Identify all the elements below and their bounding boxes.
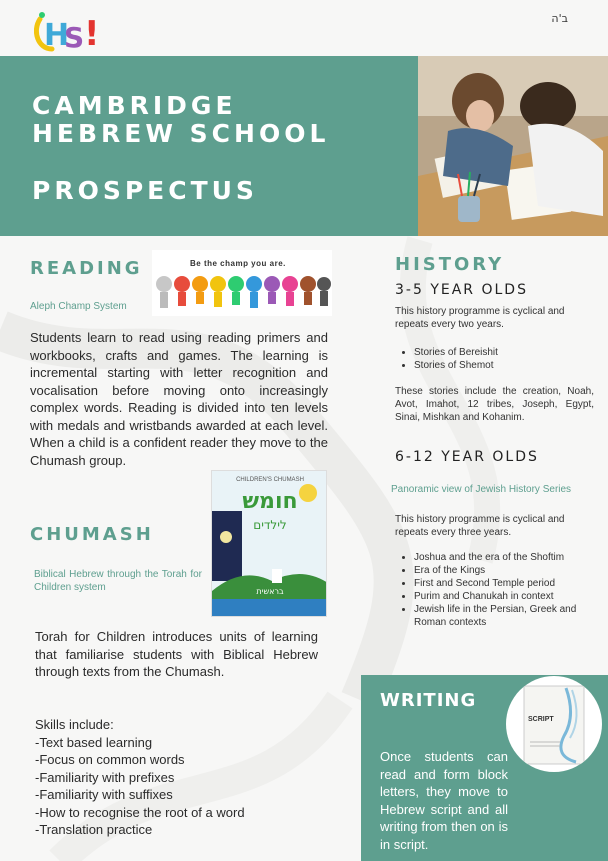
banner-text: Be the champ you are. bbox=[190, 259, 286, 268]
skills-list bbox=[35, 716, 245, 839]
hero-title-line1: CAMBRIDGE bbox=[32, 91, 237, 120]
skill-item: -Focus on common words bbox=[35, 752, 185, 767]
aleph-champ-banner bbox=[152, 250, 332, 316]
history-heading: HISTORY bbox=[395, 254, 505, 275]
reading-caption: Aleph Champ System bbox=[30, 301, 127, 312]
skill-item: -How to recognise the root of a word bbox=[35, 804, 245, 820]
book-series-label: CHILDREN'S CHUMASH bbox=[236, 477, 304, 483]
list-item: • Stories of Bereishit bbox=[414, 346, 596, 359]
svg-text:!: ! bbox=[84, 14, 100, 54]
reading-body: Students learn to read using reading primers and workbooks, crafts and games. The learning is incremental starting with letter recognition and vocalisation before moving onto increasingly complex words. Reading is divided into ten levels with medals and wristbands awarded at each level. When a child is a confident reader they move to the Chumash group. bbox=[30, 330, 328, 468]
svg-text:H: H bbox=[44, 18, 70, 53]
age-6-12-intro: This history programme is cyclical and repeats every three years. bbox=[395, 514, 565, 538]
childrens-chumash-book bbox=[211, 470, 327, 617]
list-item: • Purim and Chanukah in context bbox=[414, 590, 600, 603]
list-item: • Era of the Kings bbox=[414, 564, 600, 577]
reading-heading: READING bbox=[30, 258, 143, 279]
list-item: • Stories of Shemot bbox=[414, 359, 596, 372]
book-title: חומש bbox=[242, 489, 298, 514]
age-6-12-heading: 6-12 YEAR OLDS bbox=[395, 449, 539, 465]
skills-heading: Skills include: bbox=[35, 717, 114, 732]
bh-label: ב'ה bbox=[551, 12, 568, 25]
skill-item: -Translation practice bbox=[35, 822, 153, 837]
hero-title bbox=[32, 92, 329, 148]
chumash-body: Torah for Children introduces units of learning that familiarise students with Biblical Hebrew through texts from the Chumash. bbox=[35, 629, 318, 679]
age-3-5-intro: This history programme is cyclical and repeats every two years. bbox=[395, 306, 565, 330]
age-3-5-list bbox=[396, 346, 596, 372]
list-item: • Joshua and the era of the Shoftim bbox=[414, 551, 600, 564]
school-logo bbox=[34, 9, 104, 55]
script-workbook-image bbox=[506, 676, 602, 772]
writing-body: Once students can read and form block letters, they move to Hebrew script and all writing from then on is in script. bbox=[380, 749, 508, 852]
hero-subtitle: PROSPECTUS bbox=[32, 176, 258, 205]
skill-item: -Familiarity with suffixes bbox=[35, 787, 173, 802]
age-6-12-caption: Panoramic view of Jewish History Series bbox=[391, 484, 572, 495]
age-3-5-outro: These stories include the creation, Noah, Avot, Imahot, 12 tribes, Joseph, Egypt, Sinai, Mishkan and Kohanim. bbox=[395, 386, 594, 423]
chumash-caption: Biblical Hebrew through the Torah for Children system bbox=[34, 569, 202, 593]
skill-item: -Text based learning bbox=[35, 734, 153, 750]
writing-heading: WRITING bbox=[380, 690, 477, 711]
book-subtitle: לילדים bbox=[253, 518, 287, 532]
list-item: • First and Second Temple period bbox=[414, 577, 600, 590]
script-book-label: SCRIPT bbox=[528, 716, 554, 723]
book-bottom-label: בראשית bbox=[256, 587, 284, 596]
hero-title-line2: HEBREW SCHOOL bbox=[32, 119, 330, 148]
chumash-heading: CHUMASH bbox=[30, 524, 154, 545]
age-6-12-list bbox=[396, 551, 600, 629]
list-item: • Jewish life in the Persian, Greek and Roman contexts bbox=[414, 603, 600, 629]
age-3-5-heading: 3-5 YEAR OLDS bbox=[395, 282, 528, 298]
svg-text:S: S bbox=[64, 21, 85, 54]
skill-item: -Familiarity with prefixes bbox=[35, 769, 175, 785]
students-writing-photo bbox=[418, 56, 608, 236]
